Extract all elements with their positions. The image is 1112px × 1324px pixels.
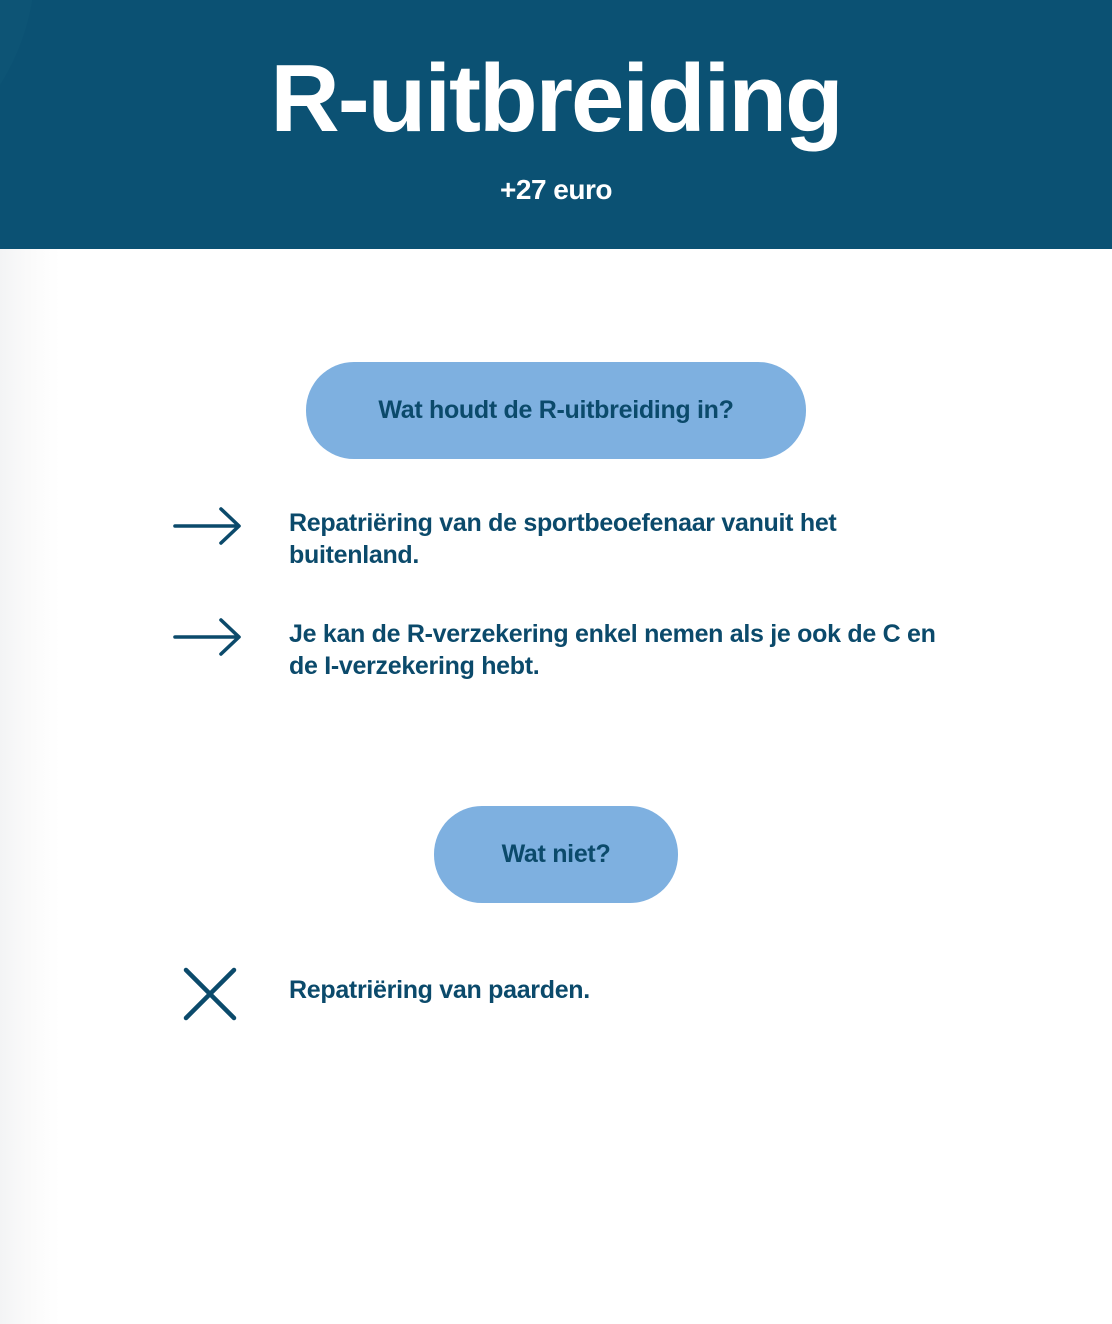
excluded-item-text: Repatriëring van paarden. [289, 976, 590, 1004]
arrow-right-icon [172, 505, 244, 547]
close-icon [180, 964, 240, 1024]
page-header [0, 0, 1112, 249]
included-item-text: Repatriëring van de sportbeoefenaar vanuit het buitenland. [289, 509, 837, 569]
included-heading-button[interactable]: Wat houdt de R-uitbreiding in? [306, 362, 806, 459]
included-item-text: Je kan de R-verzekering enkel nemen als je ook de C en de I-verzekering hebt. [289, 620, 936, 680]
page-side-shade [0, 249, 60, 1324]
excluded-heading-button[interactable]: Wat niet? [434, 806, 678, 903]
price-label: +27 euro [500, 174, 612, 205]
page-title: R-uitbreiding [270, 45, 842, 152]
arrow-right-icon [172, 616, 244, 658]
